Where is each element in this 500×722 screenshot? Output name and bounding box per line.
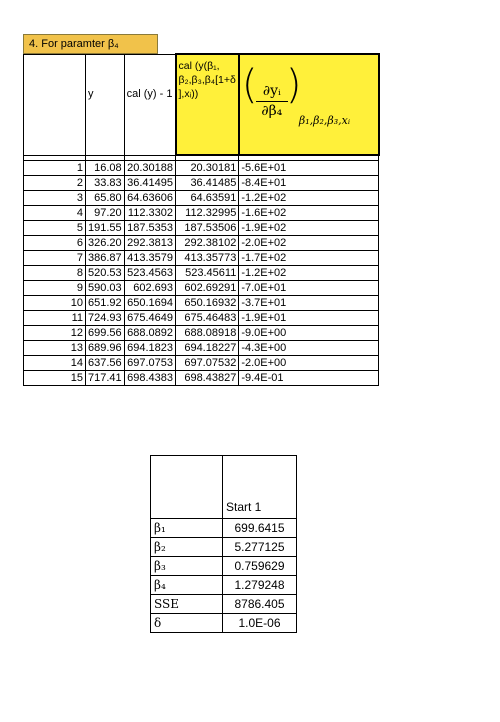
cal-y-minus-value: 523.4563 [124, 266, 175, 281]
y-value: 717.41 [86, 371, 125, 386]
row-index: 1 [24, 161, 86, 176]
summary-label: β₃ [151, 557, 223, 576]
derivative-value: -1.9E+02 [239, 221, 379, 236]
summary-label: β₁ [151, 519, 223, 538]
y-value: 689.96 [86, 341, 125, 356]
section-title-banner: 4. For paramter β₄ [23, 34, 158, 54]
table-row [24, 356, 379, 371]
row-index: 6 [24, 236, 86, 251]
row-index: 4 [24, 206, 86, 221]
summary-value: 1.279248 [223, 576, 297, 595]
y-value: 33.83 [86, 176, 125, 191]
table-row [24, 191, 379, 206]
summary-value: 8786.405 [223, 595, 297, 614]
summary-value: 5.277125 [223, 538, 297, 557]
row-index: 13 [24, 341, 86, 356]
calculation-table [23, 53, 380, 386]
y-value: 651.92 [86, 296, 125, 311]
summary-table [150, 455, 297, 633]
cal-y-beta-value: 698.43827 [176, 371, 239, 386]
summary-header-row [151, 456, 297, 519]
derivative-value: -8.4E+01 [239, 176, 379, 191]
cal-y-minus-value: 112.3302 [124, 206, 175, 221]
cal-y-minus-value: 697.0753 [124, 356, 175, 371]
y-value: 97.20 [86, 206, 125, 221]
cal-y-beta-value: 112.32995 [176, 206, 239, 221]
summary-value: 0.759629 [223, 557, 297, 576]
derivative-value: -1.2E+02 [239, 266, 379, 281]
cal-y-minus-value: 694.1823 [124, 341, 175, 356]
derivative-value: -1.6E+02 [239, 206, 379, 221]
derivative-value: -4.3E+00 [239, 341, 379, 356]
summary-row [151, 519, 297, 538]
cal-y-minus-value: 698.4383 [124, 371, 175, 386]
summary-label: δ [151, 614, 223, 633]
derivative-value: -9.4E-01 [239, 371, 379, 386]
table-row [24, 221, 379, 236]
summary-value: 699.6415 [223, 519, 297, 538]
cal-y-beta-value: 602.69291 [176, 281, 239, 296]
y-value: 699.56 [86, 326, 125, 341]
table-row [24, 296, 379, 311]
cal-y-beta-value: 697.07532 [176, 356, 239, 371]
summary-row [151, 557, 297, 576]
cal-y-beta-value: 650.16932 [176, 296, 239, 311]
derivative-value: -1.9E+01 [239, 311, 379, 326]
row-index: 2 [24, 176, 86, 191]
summary-row [151, 614, 297, 633]
summary-row [151, 595, 297, 614]
table-row [24, 326, 379, 341]
row-index: 10 [24, 296, 86, 311]
summary-row [151, 576, 297, 595]
table-row [24, 206, 379, 221]
cal-y-minus-value: 675.4649 [124, 311, 175, 326]
cal-y-minus-value: 650.1694 [124, 296, 175, 311]
y-value: 590.03 [86, 281, 125, 296]
table-row [24, 281, 379, 296]
derivative-subscript: β₁,β₂,β₃,xᵢ [298, 113, 351, 127]
y-value: 637.56 [86, 356, 125, 371]
cal-y-minus-value: 187.5353 [124, 221, 175, 236]
cal-y-minus-value: 20.30188 [124, 161, 175, 176]
derivative-value: -5.6E+01 [239, 161, 379, 176]
cal-y-minus-value: 64.63606 [124, 191, 175, 206]
y-value: 520.53 [86, 266, 125, 281]
summary-corner-cell [151, 456, 223, 519]
derivative-value: -2.0E+02 [239, 236, 379, 251]
derivative-value: -1.2E+02 [239, 191, 379, 206]
cal-y-beta-value: 292.38102 [176, 236, 239, 251]
row-index: 12 [24, 326, 86, 341]
cal-y-beta-value: 187.53506 [176, 221, 239, 236]
summary-value: 1.0E-06 [223, 614, 297, 633]
cal-y-beta-value: 20.30181 [176, 161, 239, 176]
row-index: 14 [24, 356, 86, 371]
cal-y-beta-value: 64.63591 [176, 191, 239, 206]
row-index: 7 [24, 251, 86, 266]
header-row [24, 54, 379, 155]
row-index: 15 [24, 371, 86, 386]
derivative-value: -1.7E+02 [239, 251, 379, 266]
table-row [24, 266, 379, 281]
table-row [24, 236, 379, 251]
summary-label: β₂ [151, 538, 223, 557]
cal-y-minus-value: 602.693 [124, 281, 175, 296]
row-index: 11 [24, 311, 86, 326]
cal-y-beta-value: 694.18227 [176, 341, 239, 356]
cal-y-beta-value: 688.08918 [176, 326, 239, 341]
table-row [24, 176, 379, 191]
cal-y-beta-value: 36.41485 [176, 176, 239, 191]
cal-y-minus-value: 36.41495 [124, 176, 175, 191]
derivative-numerator: ∂yᵢ [256, 82, 288, 102]
cal-y-minus-value: 688.0892 [124, 326, 175, 341]
header-cal-y-minus: cal (y) - 1 [124, 54, 175, 155]
header-cal-y-beta: cal (y(β₁, β₂,β₃,β₄[1+δ ],xᵢ)) [176, 54, 239, 155]
table-row [24, 371, 379, 386]
summary-row [151, 538, 297, 557]
derivative-value: -3.7E+01 [239, 296, 379, 311]
cal-y-beta-value: 523.45611 [176, 266, 239, 281]
y-value: 724.93 [86, 311, 125, 326]
header-derivative: ( $\frac{\text{∂yᵢ}}{\text{∂β₄}}$ ) β₁,β₂,β₃,xᵢ [239, 54, 379, 155]
table-row [24, 161, 379, 176]
cal-y-beta-value: 675.46483 [176, 311, 239, 326]
cal-y-minus-value: 413.3579 [124, 251, 175, 266]
derivative-value: -2.0E+00 [239, 356, 379, 371]
y-value: 326.20 [86, 236, 125, 251]
y-value: 16.08 [86, 161, 125, 176]
row-index: 3 [24, 191, 86, 206]
derivative-denominator: ∂β₄ [261, 102, 283, 119]
summary-label: β₄ [151, 576, 223, 595]
row-index: 8 [24, 266, 86, 281]
row-index: 5 [24, 221, 86, 236]
y-value: 191.55 [86, 221, 125, 236]
summary-label: SSE [151, 595, 223, 614]
table-row [24, 251, 379, 266]
cal-y-minus-value: 292.3813 [124, 236, 175, 251]
y-value: 386.87 [86, 251, 125, 266]
summary-column-header: Start 1 [223, 456, 297, 519]
header-index-cell [24, 54, 86, 155]
header-y: y [86, 54, 125, 155]
table-row [24, 311, 379, 326]
derivative-value: -7.0E+01 [239, 281, 379, 296]
row-index: 9 [24, 281, 86, 296]
derivative-value: -9.0E+00 [239, 326, 379, 341]
table-row [24, 341, 379, 356]
cal-y-beta-value: 413.35773 [176, 251, 239, 266]
y-value: 65.80 [86, 191, 125, 206]
